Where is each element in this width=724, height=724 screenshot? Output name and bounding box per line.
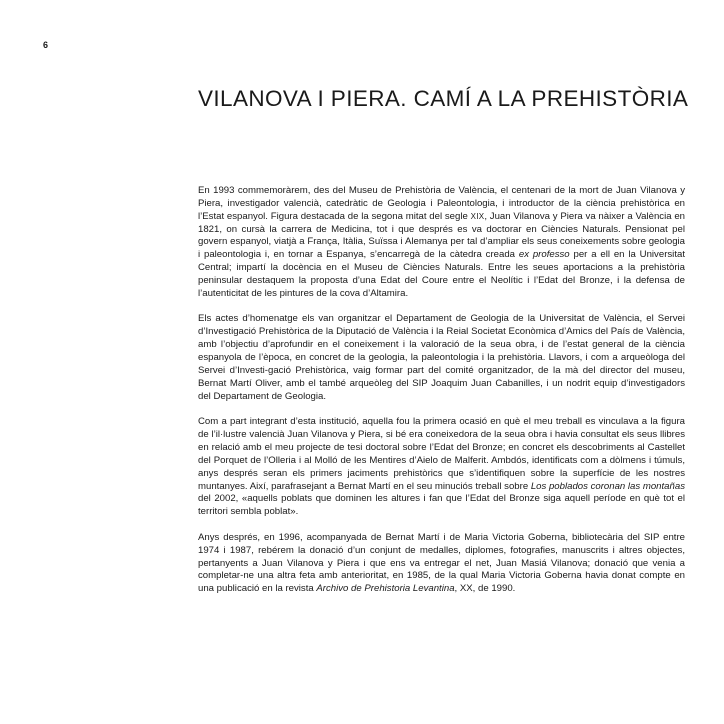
text-run-italic: Archivo de Prehistoria Levantina <box>316 583 455 595</box>
page-title: VILANOVA I PIERA. CAMÍ A LA PREHISTÒRIA <box>198 86 689 111</box>
text-run: , Juan Vilanova y Piera va nàixer a València en 1821, on cursà la carrera de Medicina, tot i que després es va doctorar en Ciències Naturals. Pensionat pel govern espanyol, viatjà a França, Itàlia, Suïssa i Alemanya per tal d’ampliar els seus coneixements sobre geologia i paleontologia i, en tornar a Espanya, s’encarregà de la càtedra creada <box>198 210 685 261</box>
text-run: Els actes d’homenatge els van organitzar el Departament de Geologia de la Universitat de València, el Servei d’Investigació Prehistòrica de la Diputació de València i la Reial Societat Econòmica d’Amics del País de València, amb l’objectiu d’aprofundir en el coneixement i la valoració de la seua obra, i de l’estat general de la ciència espanyola de l’època, en concret de la geologia, la paleontologia i la prehistòria. Llavors, i com a arqueòloga del Servei d’Investi-gació Prehistòrica, vaig formar part del comité organitzador, de la mà del director del museu, Bernat Martí Oliver, amb el també arqueòleg del SIP Joaquim Juan Cabanilles, i un nodrit equip d’investigadors del Departament de Geologia. <box>198 313 685 402</box>
paragraph-3 <box>198 416 685 519</box>
text-run: Anys després, en 1996, acompanyada de Bernat Martí i de Maria Victoria Goberna, bibliotecària del SIP entre 1974 i 1987, rebérem la donació d’un conjunt de medalles, diplomes, fotografies, manuscrits i altres objectes, pertanyents a Juan Vilanova y Piera i que ens va entregar el net, Juan Masiá Vilanova; donació que venia a completar-ne una altra feta amb anterioritat, en 1985, de la qual Maria Victoria Goberna havia donat compte en una publicació en la revista <box>198 531 685 595</box>
paragraph-4 <box>198 532 685 596</box>
text-run: per a ell en la Universitat Central; impartí la docència en el Museu de Ciències Naturals. Entre les seues aportacions a la prehistòria peninsular destaquem la proposta d’una Edat del Coure entre el Neolític i l’Edat del Bronze, i la defensa de l’autenticitat de les pintures de la cova d’Altamira. <box>198 249 685 299</box>
text-run: , XX, de 1990. <box>454 583 516 595</box>
paragraph-2 <box>198 313 685 403</box>
page-number: 6 <box>43 40 49 50</box>
text-run-small-caps: XIX <box>470 211 485 221</box>
text-run: Com a part integrant d’esta institució, aquella fou la primera ocasió en què el meu treball es vinculava a la figura de l’il·lustre valencià Juan Vilanova y Piera, si bé era coneixedora de la seua obra i havia consultat els seus llibres en relació amb el meu projecte de tesi doctoral sobre l’Edat del Bronze; en concret els descobriments al Castellet del Porquet de l’Olleria i al Molló de les Mentires d’Aielo de Malferit. Ambdós, identificats com a dòlmens i túmuls, anys després seran els primers jaciments prehistòrics que s’identifiquen sobre la superfície de les nostres muntanyes. Així, parafrasejant a Bernat Martí en el seu minuciós treball sobre <box>198 416 685 492</box>
text-run-italic: ex professo <box>518 249 570 261</box>
body-text <box>198 185 685 609</box>
text-run-italic: Los poblados coronan las montañas <box>530 480 685 492</box>
text-run: En 1993 commemoràrem, des del Museu de Prehistòria de València, el centenari de la mort de Juan Vilanova y Piera, investigador valencià, catedràtic de Geologia i Paleontologia, i introductor de la ciència prehistòrica en l’Estat espanyol. Figura destacada de la segona mitat del segle <box>198 185 685 222</box>
paragraph-1 <box>198 185 685 301</box>
text-run: del 2002, «aquells poblats que dominen les altures i fan que l’Edat del Bronze siga aquell període en què tot el territori sembla poblat». <box>198 493 685 518</box>
